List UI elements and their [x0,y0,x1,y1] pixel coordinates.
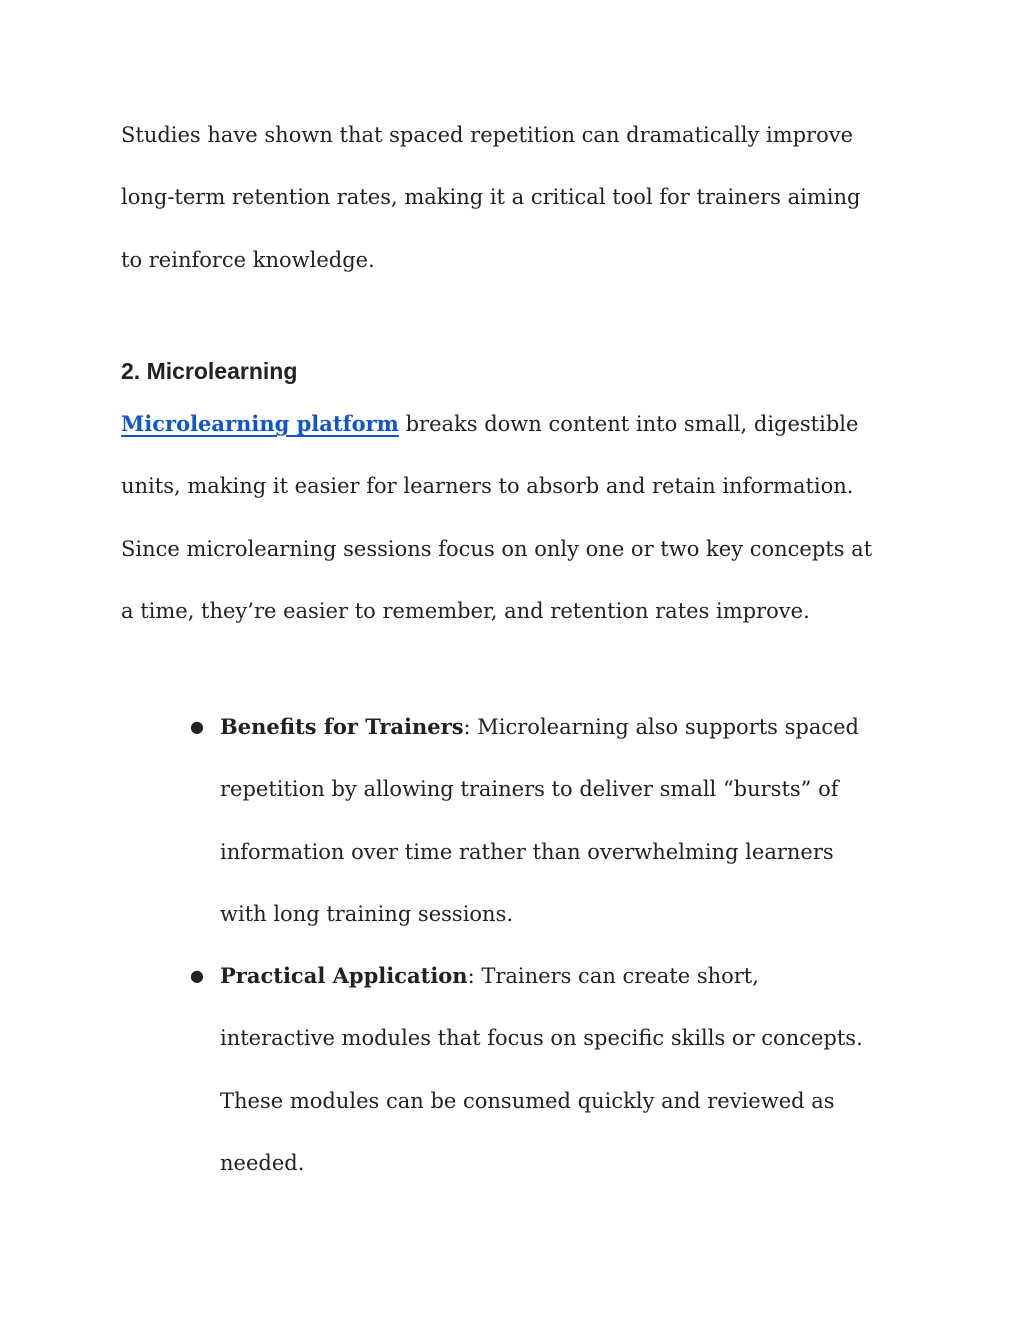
list-item-line-first [220,945,946,1007]
intro-line: to reinforce knowledge. [121,247,375,272]
list-item-title: Practical Application [220,963,468,989]
list-item-title: Benefits for Trainers [220,714,464,739]
microlearning-line-rest: breaks down content into small, digestible [398,412,859,436]
list-item-line-first [220,696,946,758]
list-item-line: interactive modules that focus on specific skills or concepts. [220,1026,863,1051]
benefits-list [186,696,946,1194]
bullet-icon: ● [190,717,204,736]
bullet-icon: ● [190,966,204,986]
intro-line: long-term retention rates, making it a critical tool for trainers aiming [121,185,861,210]
list-item-line: needed. [220,1151,305,1176]
intro-line: Studies have shown that spaced repetition can dramatically improve [121,123,854,147]
list-item-line: These modules can be consumed quickly and reviewed as [220,1088,835,1113]
section-heading: 2. Microlearning [121,358,298,384]
list-item-text: : Trainers can create short, [467,964,759,989]
microlearning-line: units, making it easier for learners to absorb and retain information. [121,474,854,499]
microlearning-line: Since microlearning sessions focus on only one or two key concepts at [121,536,873,561]
microlearning-paragraph [121,393,921,642]
list-item-line: with long training sessions. [220,901,514,926]
intro-paragraph [121,104,921,291]
microlearning-platform-link[interactable]: Microlearning platform [121,411,399,436]
list-item-line: information over time rather than overwhelming learners [220,839,834,864]
list-item [186,696,946,945]
microlearning-line: a time, they’re easier to remember, and retention rates improve. [121,598,810,623]
microlearning-line-first [121,393,921,455]
list-item-line: repetition by allowing trainers to deliver small “bursts” of [220,777,839,802]
list-item-text: : Microlearning also supports spaced [463,715,859,739]
list-item [186,945,946,1194]
